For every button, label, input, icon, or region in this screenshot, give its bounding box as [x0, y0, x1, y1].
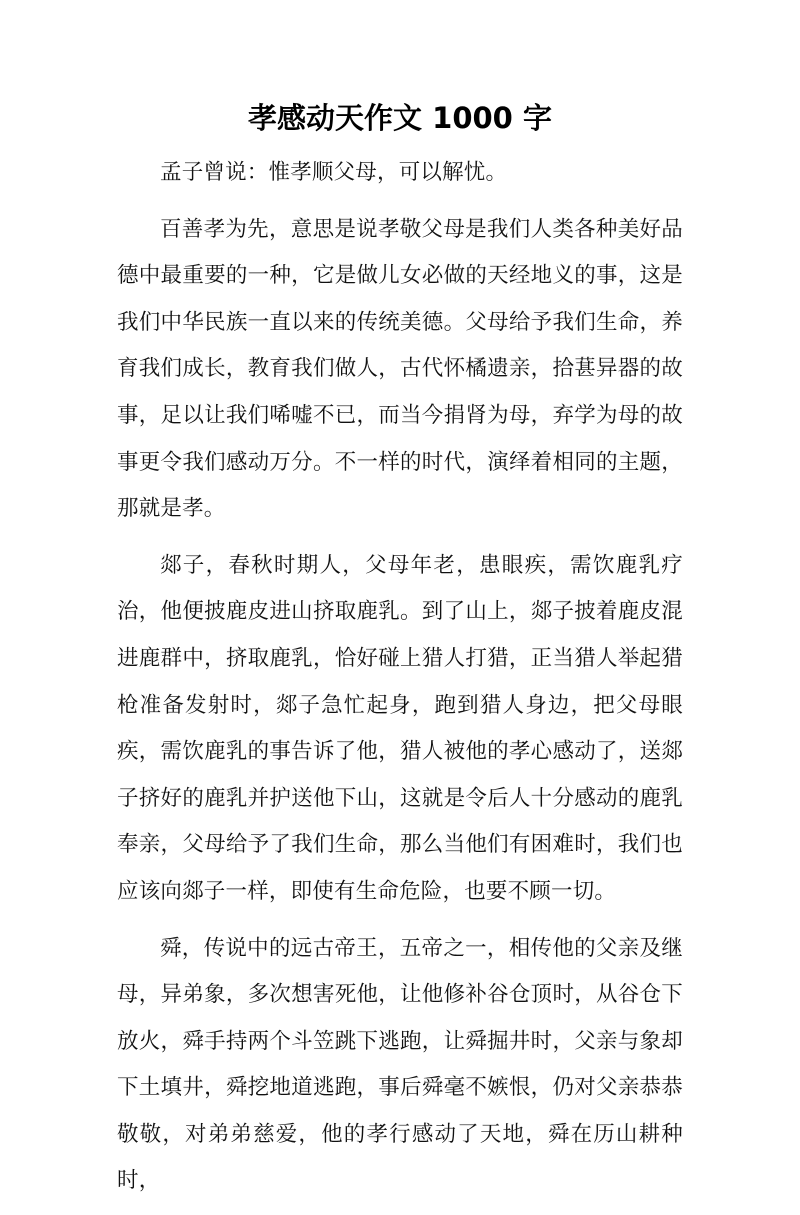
- paragraph-2: 百善孝为先，意思是说孝敬父母是我们人类各种美好品德中最重要的一种，它是做儿女必做的天经地义的事，这是我们中华民族一直以来的传统美德。父母给予我们生命，养育我们成长，教育我们做人，古代怀橘遗亲，拾葚异器的故事，足以让我们唏嘘不已，而当今捐肾为母，弃学为母的故事更令我们感动万分。不一样的时代，演绎着相同的主题，那就是孝。: [117, 216, 683, 522]
- paragraph-3: 郯子，春秋时期人，父母年老，患眼疾，需饮鹿乳疗治，他便披鹿皮进山挤取鹿乳。到了山上，郯子披着鹿皮混进鹿群中，挤取鹿乳，恰好碰上猎人打猎，正当猎人举起猎枪准备发射时，郯子急忙起身，跑到猎人身边，把父母眼疾，需饮鹿乳的事告诉了他，猎人被他的孝心感动了，送郯子挤好的鹿乳并护送他下山，这就是令后人十分感动的鹿乳奉亲，父母给予了我们生命，那么当他们有困难时，我们也应该向郯子一样，即使有生命危险，也要不顾一切。: [117, 552, 683, 904]
- paragraph-1: 孟子曾说：惟孝顺父母，可以解忧。: [160, 160, 508, 185]
- document-body: [117, 150, 683, 1215]
- document-title: 孝感动天作文 1000 字: [248, 101, 552, 135]
- paragraph-4: 舜，传说中的远古帝王，五帝之一，相传他的父亲及继母，异弟象，多次想害死他，让他修补谷仓顶时，从谷仓下放火，舜手持两个斗笠跳下逃跑，让舜掘井时，父亲与象却下土填井，舜挖地道逃跑，事后舜毫不嫉恨，仍对父亲恭恭敬敬，对弟弟慈爱，他的孝行感动了天地，舜在历山耕种时，: [117, 935, 683, 1194]
